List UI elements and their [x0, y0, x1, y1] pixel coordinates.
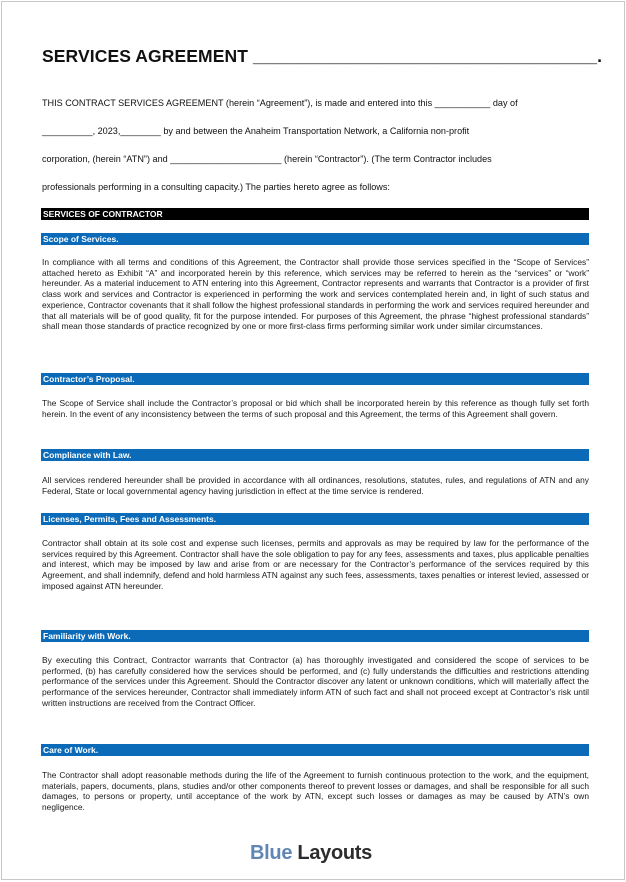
section-heading-familiarity: Familiarity with Work.	[41, 630, 589, 642]
main-section-heading: SERVICES OF CONTRACTOR	[41, 208, 589, 220]
logo-word-blue: Blue	[250, 842, 293, 864]
section-text-familiarity: By executing this Contract, Contractor warrants that Contractor (a) has thoroughly investigated and considered the scope of services to be performed, (b) has carefully considered how the services should be performed, and (c) fully understands the difficulties and restrictions attending performance of the services under this Agreement. Should the Contractor discover any latent or unknown conditions, which will materially affect the performance of the services hereunder, Contractor shall immediately inform ATN of such fact and shall not proceed except at Contractor’s risk until written instructions are received from the Contract Officer.	[42, 655, 589, 708]
intro-line-3: corporation, (herein “ATN”) and ______________________ (herein “Contractor”). (The term Contractor includes	[42, 154, 492, 164]
document-page	[1, 1, 625, 880]
intro-line-2: __________, 2023,________ by and between the Anaheim Transportation Network, a California non-profit	[42, 126, 470, 136]
section-heading-compliance: Compliance with Law.	[41, 449, 589, 461]
intro-line-1: THIS CONTRACT SERVICES AGREEMENT (herein “Agreement”), is made and entered into this ___________ day of	[42, 98, 518, 108]
document-title	[42, 46, 603, 67]
section-text-licenses: Contractor shall obtain at its sole cost and expense such licenses, permits and approvals as may be required by law for the performance of the services required by this Agreement. Contractor shall have the sole obligation to pay for any fees, assessments and taxes, plus applicable penalties and interest, which may be imposed by law and arise from or are necessary for the Contractor’s performance of the services required by this Agreement, and shall indemnify, defend and hold harmless ATN against any such fees, assessments, taxes penalties or interest levied, assessed or imposed against ATN hereunder.	[42, 538, 589, 591]
title-blank-line: ___________________________________.	[252, 46, 603, 66]
section-text-care: The Contractor shall adopt reasonable methods during the life of the Agreement to furnish continuous protection to the work, and the equipment, materials, papers, documents, plans, studies and/or other components thereof to prevent losses or damages, and shall be responsible for all such damages, to persons or property, until acceptance of the work by ATN, except such losses or damages as may be caused by ATN’s own negligence.	[42, 770, 589, 813]
section-text-compliance: All services rendered hereunder shall be provided in accordance with all ordinances, resolutions, statutes, rules, and regulations of ATN and any Federal, State or local governmental agency having jurisdiction in effect at the time service is rendered.	[42, 475, 589, 496]
section-heading-scope: Scope of Services.	[41, 233, 589, 245]
title-text: SERVICES AGREEMENT	[42, 46, 249, 66]
section-heading-licenses: Licenses, Permits, Fees and Assessments.	[41, 513, 589, 525]
logo-word-layouts: Layouts	[297, 842, 372, 864]
section-heading-care: Care of Work.	[41, 744, 589, 756]
intro-line-4: professionals performing in a consulting capacity.) The parties hereto agree as follows:	[42, 182, 390, 192]
section-text-scope: In compliance with all terms and conditions of this Agreement, the Contractor shall provide those services specified in the “Scope of Services” attached hereto as Exhibit “A” and incorporated herein by this reference, which services may be referred to herein as the “services” or “work” hereunder. As a material inducement to ATN entering into this Agreement, Contractor represents and warrants that Contractor is a provider of first class work and services and Contractor is experienced in performing the work and services contemplated herein and, in light of such status and experience, Contractor covenants that it shall follow the highest professional standards in performing the work and services required hereunder and that all materials will be of good quality, fit for the purpose intended. For purposes of this Agreement, the phrase “highest professional standards” shall mean those standards of practice recognized by one or more first-class firms performing similar work under similar circumstances.	[42, 257, 589, 332]
section-text-proposal: The Scope of Service shall include the Contractor’s proposal or bid which shall be incorporated herein by this reference as though fully set forth herein. In the event of any inconsistency between the terms of such proposal and this Agreement, the terms of this Agreement shall govern.	[42, 398, 589, 419]
blue-layouts-logo	[250, 842, 372, 865]
section-heading-proposal: Contractor’s Proposal.	[41, 373, 589, 385]
